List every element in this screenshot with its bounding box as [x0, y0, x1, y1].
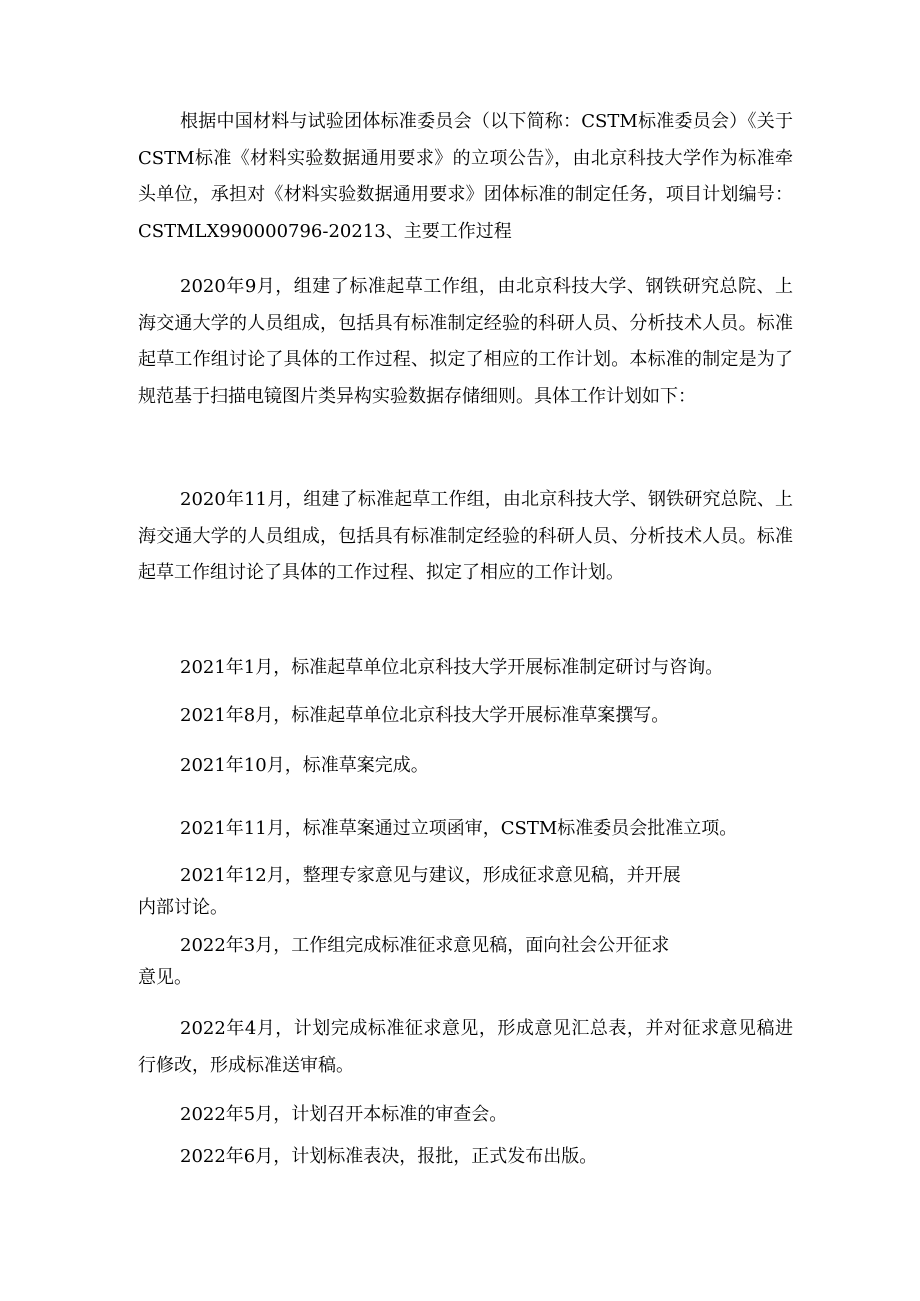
paragraph-2021-08: 2021年8月，标准起草单位北京科技大学开展标准草案撰写。: [180, 705, 670, 726]
paragraph-2022-03: [138, 928, 738, 991]
paragraph-2022-03-line-1: 2022年3月，工作组完成标准征求意见稿，面向社会公开征求: [180, 935, 670, 956]
paragraph-2020-11: 2020年11月，组建了标准起草工作组，由北京科技大学、钢铁研究总院、上海交通大学的人员组成，包括具有标准制定经验的科研人员、分析技术人员。标准起草工作组讨论了具体的工作过程、拟定了相应的工作计划。: [138, 489, 793, 583]
paragraph-2022-05: 2022年5月，计划召开本标准的审查会。: [180, 1104, 508, 1125]
paragraph-2021-12: [138, 858, 738, 921]
paragraph-project-background: 根据中国材料与试验团体标准委员会（以下简称：CSTM标准委员会）《关于CSTM标准《材料实验数据通用要求》的立项公告》，由北京科技大学作为标准牵头单位，承担对《材料实验数据通用要求》团体标准的制定任务，项目计划编号：CSTMLX990000796-20213、主要工作过程: [138, 111, 793, 242]
paragraph-2021-11: 2021年11月，标准草案通过立项函审，CSTM标准委员会批准立项。: [180, 818, 738, 839]
paragraph-2021-10: 2021年10月，标准草案完成。: [180, 755, 429, 776]
paragraph-2022-06: 2022年6月，计划标准表决，报批，正式发布出版。: [180, 1146, 598, 1167]
paragraph-2021-01: 2021年1月，标准起草单位北京科技大学开展标准制定研讨与咨询。: [180, 657, 724, 678]
paragraph-2021-12-line-1: 2021年12月，整理专家意见与建议，形成征求意见稿，并开展: [180, 865, 681, 886]
paragraph-2022-03-line-2: 意见。: [138, 966, 192, 988]
paragraph-2021-12-line-2: 内部讨论。: [138, 896, 228, 918]
paragraph-2022-04: 2022年4月，计划完成标准征求意见，形成意见汇总表，并对征求意见稿进行修改，形成标准送审稿。: [138, 1018, 793, 1076]
paragraph-2020-09: 2020年9月，组建了标准起草工作组，由北京科技大学、钢铁研究总院、上海交通大学的人员组成，包括具有标准制定经验的科研人员、分析技术人员。标准起草工作组讨论了具体的工作过程、拟定了相应的工作计划。本标准的制定是为了规范基于扫描电镜图片类异构实验数据存储细则。具体工作计划如下：: [138, 276, 793, 407]
